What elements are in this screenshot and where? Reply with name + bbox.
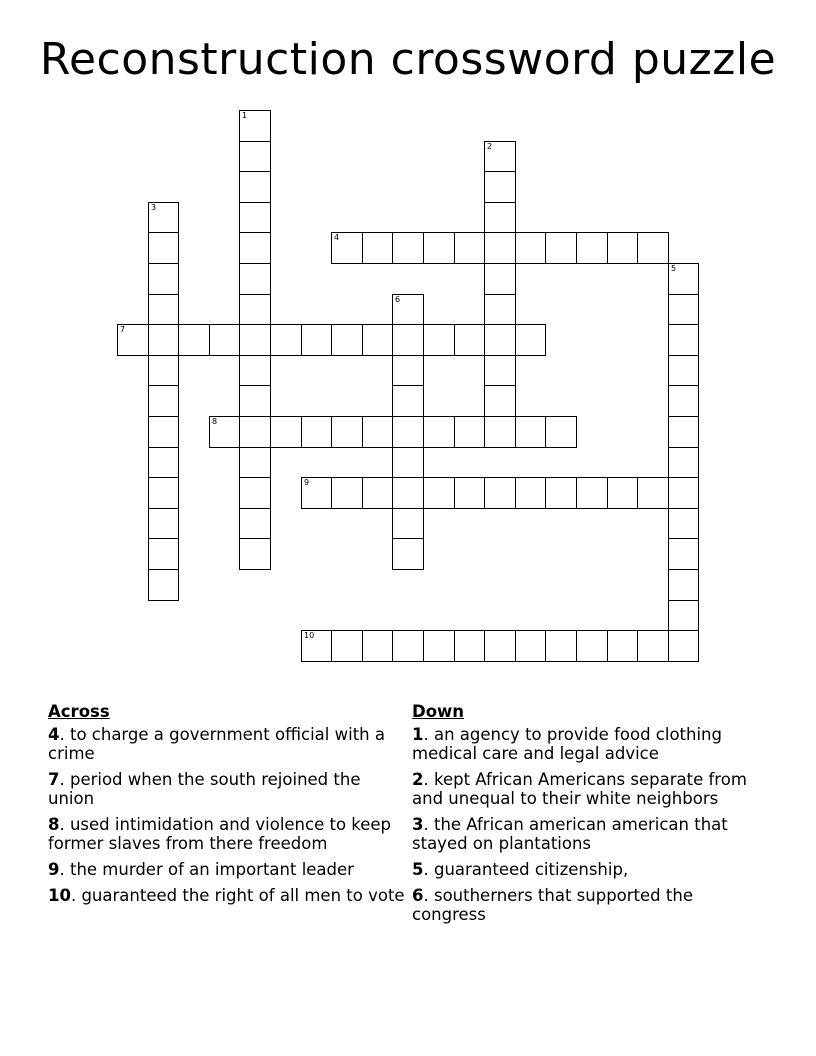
grid-cell[interactable] — [515, 630, 546, 662]
grid-cell[interactable] — [423, 630, 455, 662]
grid-cell[interactable] — [668, 324, 699, 356]
grid-cell[interactable] — [423, 416, 455, 448]
grid-cell[interactable] — [392, 232, 424, 264]
grid-cell[interactable] — [484, 416, 516, 448]
grid-cell[interactable] — [392, 447, 424, 478]
grid-cell[interactable] — [454, 324, 485, 356]
grid-cell[interactable] — [607, 477, 638, 509]
grid-cell[interactable] — [239, 385, 271, 417]
grid-cell[interactable] — [362, 324, 393, 356]
grid-cell[interactable] — [668, 385, 699, 417]
grid-cell[interactable] — [423, 232, 455, 264]
grid-cell[interactable] — [484, 294, 516, 325]
grid-cell[interactable] — [515, 324, 546, 356]
cell-number: 4 — [334, 233, 340, 242]
clue-number: 3 — [412, 815, 424, 834]
cell-number: 1 — [242, 111, 248, 120]
clue-down-5 — [412, 860, 752, 879]
cell-number: 8 — [212, 417, 218, 426]
grid-cell[interactable] — [637, 232, 669, 264]
grid-cell[interactable] — [668, 569, 699, 601]
grid-cell[interactable] — [668, 447, 699, 478]
grid-cell[interactable] — [392, 477, 424, 509]
grid-cell[interactable] — [515, 416, 546, 448]
grid-cell[interactable] — [209, 416, 240, 448]
grid-cell[interactable] — [392, 294, 424, 325]
grid-cell[interactable] — [668, 600, 699, 631]
clue-across-4 — [48, 725, 408, 763]
grid-cell[interactable] — [270, 324, 302, 356]
grid-cell[interactable] — [362, 477, 393, 509]
grid-cell[interactable] — [484, 355, 516, 386]
grid-cell[interactable] — [148, 355, 179, 386]
cell-number: 9 — [304, 478, 310, 487]
grid-cell[interactable] — [576, 232, 608, 264]
clue-text: . guaranteed citizenship, — [423, 860, 629, 879]
grid-cell[interactable] — [209, 324, 240, 356]
grid-cell[interactable] — [239, 110, 271, 142]
grid-cell[interactable] — [668, 630, 699, 662]
grid-cell[interactable] — [545, 232, 577, 264]
grid-cell[interactable] — [331, 416, 363, 448]
grid-cell[interactable] — [239, 477, 271, 509]
grid-cell[interactable] — [484, 232, 516, 264]
clue-number: 6 — [412, 886, 424, 905]
grid-cell[interactable] — [331, 324, 363, 356]
cell-number: 7 — [120, 325, 126, 334]
grid-cell[interactable] — [239, 141, 271, 172]
grid-cell[interactable] — [423, 324, 455, 356]
grid-cell[interactable] — [668, 508, 699, 539]
clue-across-10 — [48, 886, 408, 905]
grid-cell[interactable] — [423, 477, 455, 509]
grid-cell[interactable] — [331, 232, 363, 264]
grid-cell[interactable] — [148, 416, 179, 448]
clue-number: 10 — [48, 886, 71, 905]
clue-text: . an agency to provide food clothing medical care and legal advice — [412, 725, 722, 763]
grid-cell[interactable] — [362, 416, 393, 448]
grid-cell[interactable] — [607, 630, 638, 662]
grid-cell[interactable] — [454, 630, 485, 662]
grid-cell[interactable] — [301, 630, 332, 662]
cell-number: 6 — [395, 295, 401, 304]
grid-cell[interactable] — [637, 477, 669, 509]
grid-cell[interactable] — [484, 263, 516, 295]
grid-cell[interactable] — [239, 447, 271, 478]
grid-cell[interactable] — [239, 538, 271, 570]
grid-cell[interactable] — [239, 416, 271, 448]
grid-cell[interactable] — [392, 385, 424, 417]
down-clues — [412, 702, 752, 931]
grid-cell[interactable] — [239, 324, 271, 356]
clue-across-9 — [48, 860, 408, 879]
grid-cell[interactable] — [515, 477, 546, 509]
clue-text: . period when the south rejoined the union — [48, 770, 361, 808]
clue-number: 4 — [48, 725, 60, 744]
grid-cell[interactable] — [148, 569, 179, 601]
grid-cell[interactable] — [668, 416, 699, 448]
grid-cell[interactable] — [668, 294, 699, 325]
grid-cell[interactable] — [362, 630, 393, 662]
grid-cell[interactable] — [668, 477, 699, 509]
grid-cell[interactable] — [148, 508, 179, 539]
grid-cell[interactable] — [362, 232, 393, 264]
grid-cell[interactable] — [576, 630, 608, 662]
grid-cell[interactable] — [239, 202, 271, 233]
clue-number: 9 — [48, 860, 60, 879]
grid-cell[interactable] — [668, 263, 699, 295]
grid-cell[interactable] — [148, 294, 179, 325]
grid-cell[interactable] — [392, 416, 424, 448]
clue-down-6 — [412, 886, 752, 924]
grid-cell[interactable] — [545, 416, 577, 448]
clue-text: . southerners that supported the congress — [412, 886, 693, 924]
grid-cell[interactable] — [515, 232, 546, 264]
clue-text: . used intimidation and violence to keep former slaves from there freedom — [48, 815, 392, 853]
clue-text: . the African american american that stayed on plantations — [412, 815, 728, 853]
grid-cell[interactable] — [484, 385, 516, 417]
grid-cell[interactable] — [392, 324, 424, 356]
grid-cell[interactable] — [301, 477, 332, 509]
clue-down-3 — [412, 815, 752, 853]
grid-cell[interactable] — [637, 630, 669, 662]
grid-cell[interactable] — [239, 232, 271, 264]
page-title: Reconstruction crossword puzzle — [39, 34, 777, 85]
grid-cell[interactable] — [454, 232, 485, 264]
grid-cell[interactable] — [607, 232, 638, 264]
cell-number: 2 — [487, 142, 493, 151]
grid-cell[interactable] — [545, 630, 577, 662]
grid-cell[interactable] — [148, 202, 179, 233]
grid-cell[interactable] — [148, 324, 179, 356]
grid-cell[interactable] — [454, 416, 485, 448]
clue-text: . to charge a government official with a crime — [48, 725, 385, 763]
grid-cell[interactable] — [331, 477, 363, 509]
clue-across-8 — [48, 815, 408, 853]
grid-cell[interactable] — [392, 630, 424, 662]
grid-cell[interactable] — [148, 232, 179, 264]
grid-cell[interactable] — [178, 324, 210, 356]
grid-cell[interactable] — [301, 324, 332, 356]
grid-cell[interactable] — [454, 477, 485, 509]
cell-number: 3 — [151, 203, 157, 212]
grid-cell[interactable] — [484, 171, 516, 203]
grid-cell[interactable] — [576, 477, 608, 509]
clue-number: 7 — [48, 770, 60, 789]
grid-cell[interactable] — [239, 294, 271, 325]
grid-cell[interactable] — [484, 141, 516, 172]
grid-cell[interactable] — [148, 538, 179, 570]
cell-number: 5 — [671, 264, 677, 273]
grid-cell[interactable] — [545, 477, 577, 509]
cell-number: 10 — [304, 631, 315, 640]
grid-cell[interactable] — [392, 538, 424, 570]
grid-cell[interactable] — [484, 477, 516, 509]
clue-number: 8 — [48, 815, 60, 834]
grid-cell[interactable] — [270, 416, 302, 448]
across-clues — [48, 702, 408, 912]
clue-text: . kept African Americans separate from and unequal to their white neighbors — [412, 770, 747, 808]
grid-cell[interactable] — [668, 538, 699, 570]
across-heading: Across — [48, 702, 110, 721]
clue-across-7 — [48, 770, 408, 808]
clue-number: 1 — [412, 725, 424, 744]
grid-cell[interactable] — [331, 630, 363, 662]
grid-cell[interactable] — [668, 355, 699, 386]
grid-cell[interactable] — [484, 202, 516, 233]
grid-cell[interactable] — [239, 355, 271, 386]
grid-cell[interactable] — [484, 630, 516, 662]
grid-cell[interactable] — [484, 324, 516, 356]
grid-cell[interactable] — [148, 447, 179, 478]
grid-cell[interactable] — [148, 385, 179, 417]
grid-cell[interactable] — [148, 477, 179, 509]
clue-number: 5 — [412, 860, 424, 879]
grid-cell[interactable] — [239, 508, 271, 539]
grid-cell[interactable] — [239, 171, 271, 203]
clue-down-1 — [412, 725, 752, 763]
grid-cell[interactable] — [392, 508, 424, 539]
clue-text: . guaranteed the right of all men to vote — [70, 886, 405, 905]
down-heading: Down — [412, 702, 465, 721]
grid-cell[interactable] — [239, 263, 271, 295]
clue-down-2 — [412, 770, 752, 808]
grid-cell[interactable] — [392, 355, 424, 386]
grid-cell[interactable] — [148, 263, 179, 295]
grid-cell[interactable] — [301, 416, 332, 448]
clue-text: . the murder of an important leader — [59, 860, 354, 879]
grid-cell[interactable] — [117, 324, 149, 356]
clue-number: 2 — [412, 770, 424, 789]
